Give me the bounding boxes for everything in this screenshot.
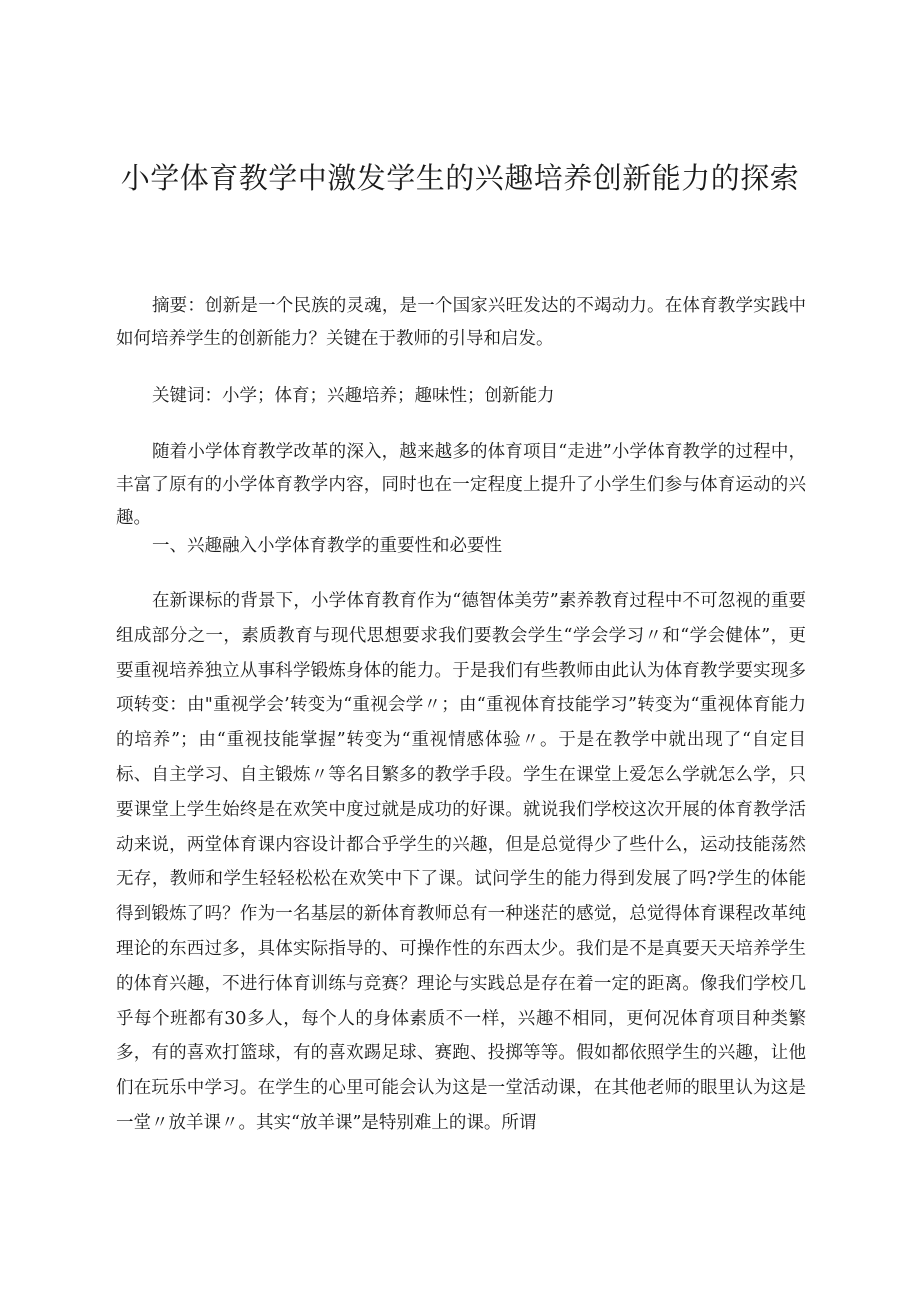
section-body-paragraph: 在新课标的背景下，小学体育教育作为“德智体美劳”素养教育过程中不可忽视的重要组成部分之一，素质教育与现代思想要求我们要教会学生“学会学习〃和“学会健体”，更要重视培养独立从事科学锻炼身体的能力。于是我们有些教师由此认为体育教学要实现多项转变：由"重视学会’转变为“重视会学〃；由“重视体育技能学习”转变为“重视体育能力的培养”；由“重视技能掌握”转变为“重视情感体验〃。于是在教学中就出现了“自定目标、自主学习、自主锻炼〃等名目繁多的教学手段。学生在课堂上爱怎么学就怎么学，只要课堂上学生始终是在欢笑中度过就是成功的好课。就说我们学校这次开展的体育教学活动来说，两堂体育课内容设计都合乎学生的兴趣，但是总觉得少了些什么，运动技能荡然无存，教师和学生轻轻松松在欢笑中下了课。试问学生的能力得到发展了吗?学生的体能得到锻炼了吗？作为一名基层的新体育教师总有一种迷茫的感觉，总觉得体育课程改革纯理论的东西过多，具体实际指导的、可操作性的东西太少。我们是不是真要天天培养学生的体育兴趣，不进行体育训练与竞赛？理论与实践总是存在着一定的距离。像我们学校几乎每个班都有30多人，每个人的身体素质不一样，兴趣不相同，更何况体育项目种类繁多，有的喜欢打篮球，有的喜欢踢足球、赛跑、投掷等等。假如都依照学生的兴趣，让他们在玩乐中学习。在学生的心里可能会认为这是一堂活动课，在其他老师的眼里认为这是一堂〃放羊课〃。其实“放羊课”是特别难上的课。所谓 [116,591,806,1133]
abstract-paragraph: 摘要：创新是一个民族的灵魂，是一个国家兴旺发达的不竭动力。在体育教学实践中如何培养学生的创新能力？关键在于教师的引导和启发。 [116,296,806,349]
keywords-paragraph: 关键词：小学；体育；兴趣培养；趣味性；创新能力 [152,386,555,406]
document-title: 小学体育教学中激发学生的兴趣培养创新能力的探索 [120,161,800,195]
section-heading: 一、兴趣融入小学体育教学的重要性和必要性 [152,536,502,556]
intro-paragraph: 随着小学体育教学改革的深入，越来越多的体育项目“走进”小学体育教学的过程中，丰富了原有的小学体育教学内容，同时也在一定程度上提升了小学生们参与体育运动的兴趣。 [116,442,806,528]
